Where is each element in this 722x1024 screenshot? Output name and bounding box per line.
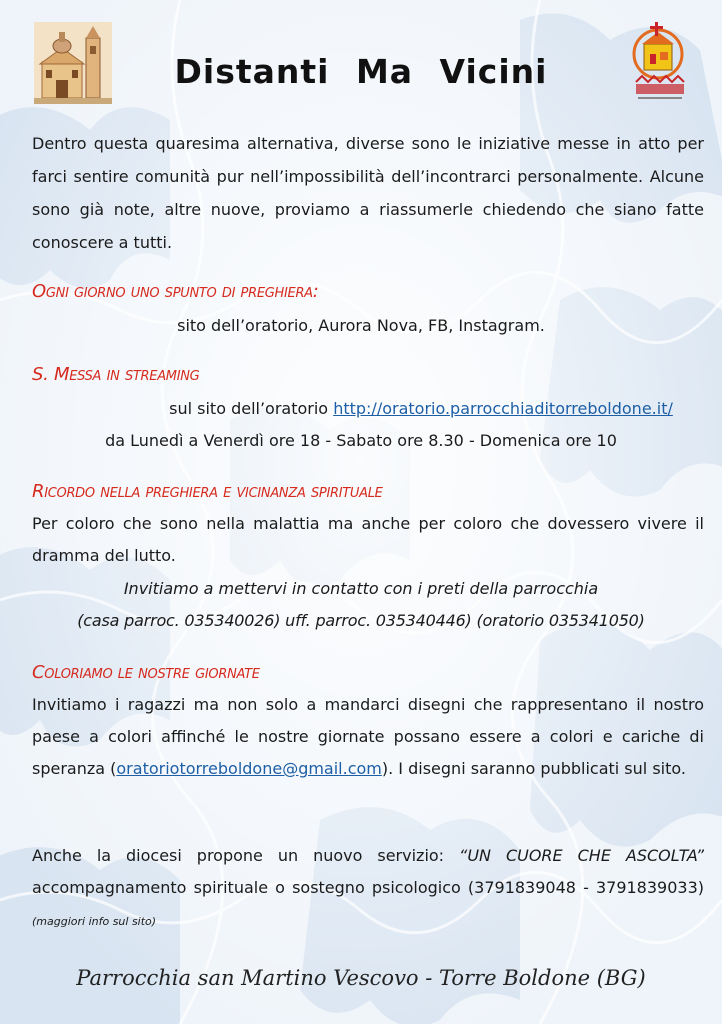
mass-site-prefix: sul sito dell’oratorio <box>169 399 329 418</box>
diocese-text <box>32 840 704 938</box>
diocese-note: (maggiori info sul sito) <box>32 915 157 928</box>
contact-invite: Invitiamo a mettervi in contatto con i preti della parrocchia <box>123 579 599 598</box>
diocese-text-middle: accompagnamento spirituale o sostegno psicologico (3791839048 - 3791839033) <box>32 878 704 897</box>
contact-numbers: (casa parroc. 035340026) uff. parroc. 035340446) (oratorio 035341050) <box>77 611 645 630</box>
coloring-text <box>32 689 704 785</box>
oratorio-url-link[interactable]: http://oratorio.parrocchiaditorreboldone.it/ <box>333 399 673 418</box>
mass-heading: S. Messa in streaming <box>32 364 200 385</box>
coloring-text-after: ). I disegni saranno pubblicati sul sito. <box>381 759 686 778</box>
diocese-service-name: “UN CUORE CHE ASCOLTA” <box>459 846 704 865</box>
mass-schedule: da Lunedì a Venerdì ore 18 - Sabato ore 8.30 - Domenica ore 10 <box>105 431 617 450</box>
footer-parish: Parrocchia san Martino Vescovo - Torre Boldone (BG) <box>76 966 646 990</box>
prayer-heading: Ogni giorno uno spunto di preghiera: <box>32 281 319 302</box>
remembrance-heading: Ricordo nella preghiera e vicinanza spirituale <box>32 481 383 502</box>
coloring-text-before: Invitiamo i ragazzi ma non solo a mandarci disegni che rappresentano il nostro paese a colori affinché le nostre giornate possano essere a colori e cariche di speranza ( <box>32 695 704 778</box>
mass-site-line <box>0 399 722 418</box>
page-title: Distanti Ma Vicini <box>174 52 548 91</box>
coloring-heading: Coloriamo le nostre giornate <box>32 662 260 683</box>
diocese-text-before: Anche la diocesi propone un nuovo servizio: <box>32 846 460 865</box>
intro-paragraph: Dentro questa quaresima alternativa, diverse sono le iniziative messe in atto per farci sentire comunità pur nell’impossibilità dell’incontrarci personalmente. Alcune sono già note, altre nuove, proviamo a riassumerle chiedendo che siano fatte conoscere a tutti. <box>32 134 704 252</box>
remembrance-text: Per coloro che sono nella malattia ma anche per coloro che dovessero vivere il dramma del lutto. <box>32 514 704 565</box>
email-link[interactable]: oratoriotorreboldone@gmail.com <box>116 759 382 778</box>
prayer-text: sito dell’oratorio, Aurora Nova, FB, Instagram. <box>177 316 545 335</box>
